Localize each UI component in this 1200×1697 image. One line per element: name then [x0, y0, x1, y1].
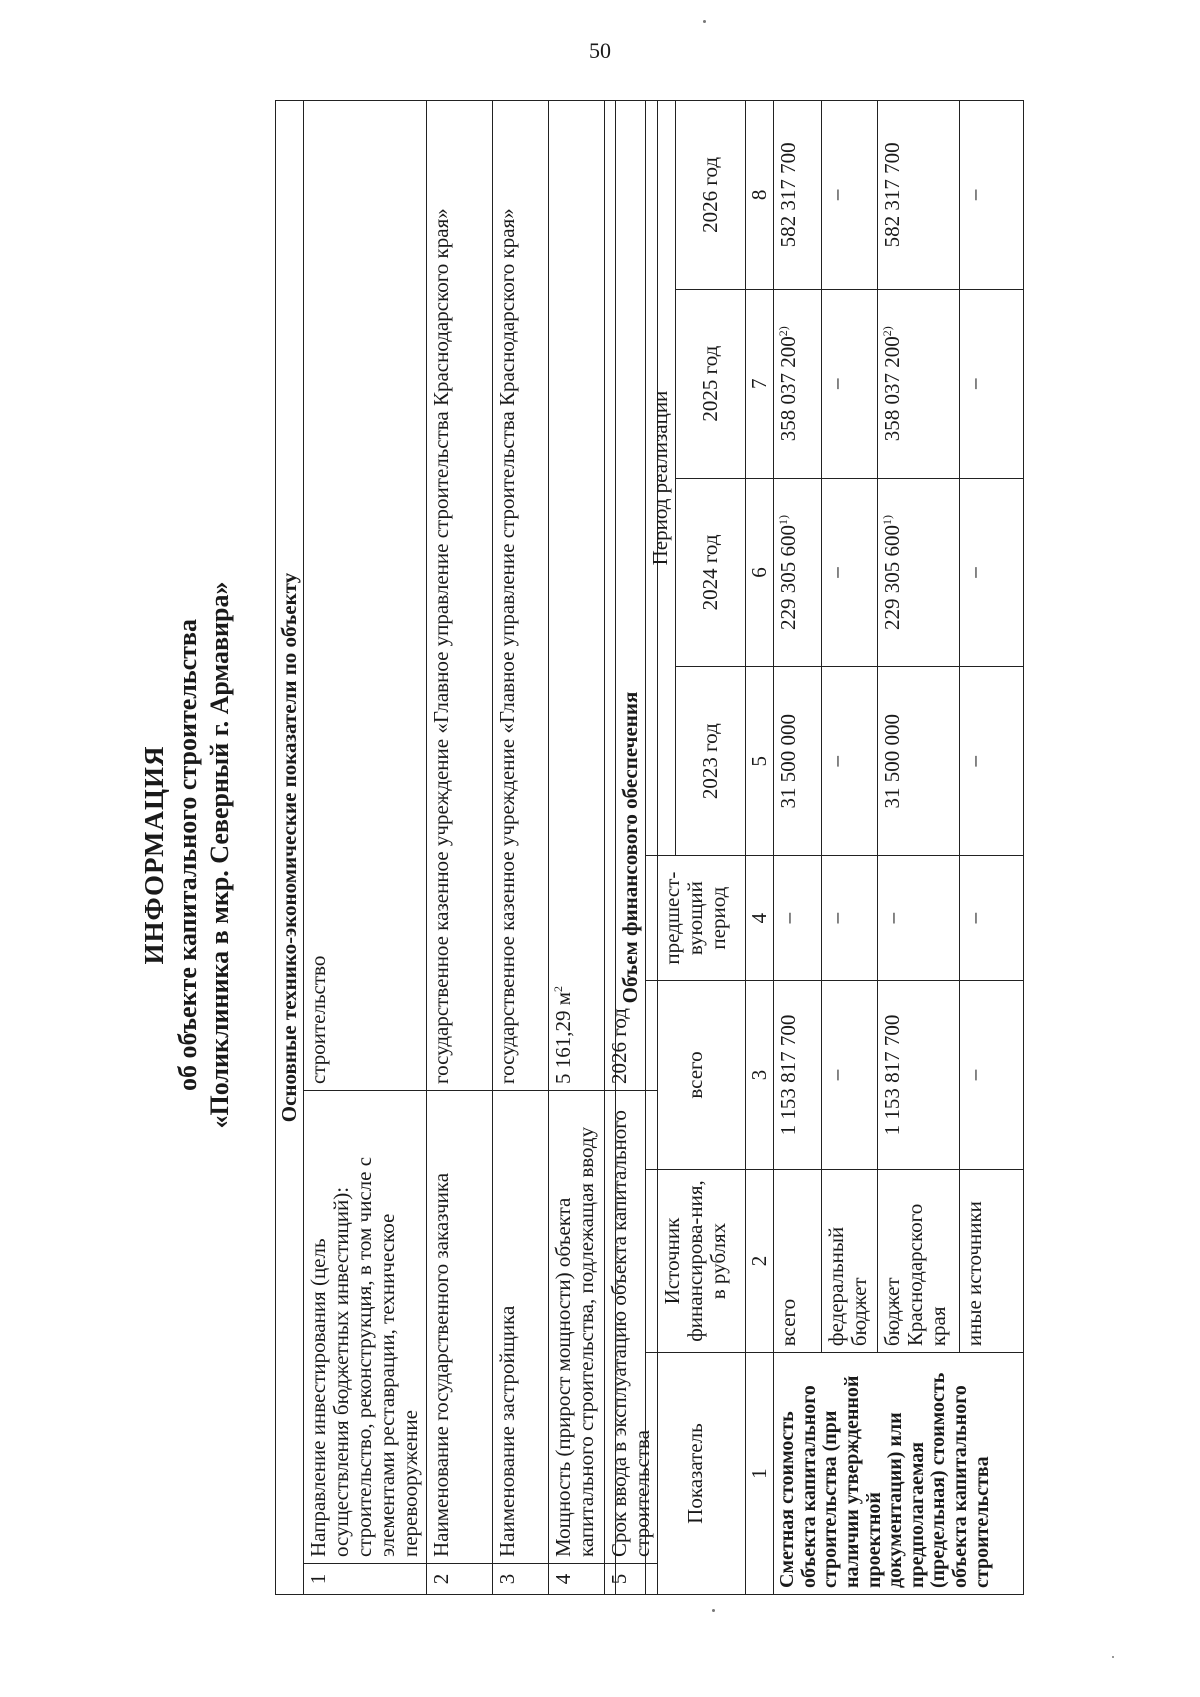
amount: 358 037 200: [880, 336, 905, 442]
column-index: 5: [746, 667, 774, 856]
prior-cell: –: [822, 856, 878, 981]
total-cell: –: [960, 981, 1024, 1170]
year-2024-cell: [960, 478, 1024, 667]
row-value: государственное казенное учреждение «Главное управление строительства Краснодарского края»: [426, 101, 492, 1091]
year-2024-cell: [878, 478, 960, 667]
row-value: 2026 год: [604, 101, 657, 1091]
scan-speck: [712, 1609, 715, 1612]
year-header: 2024 год: [676, 478, 746, 667]
amount: –: [824, 378, 849, 389]
row-number: 4: [548, 1564, 604, 1595]
total-cell: –: [822, 981, 878, 1170]
amount: –: [962, 567, 987, 578]
column-index: 2: [746, 1169, 774, 1352]
amount: 229 305 600: [776, 524, 801, 630]
row-label: Направление инвестирования (цель осуществления бюджетных инвестиций): строительство, реконструкция, в том числе с элементами реставрации, техническое перевооружение: [304, 1091, 426, 1564]
table-row: [426, 101, 492, 1595]
col-total-header: всего: [646, 981, 746, 1170]
row-number: 1: [304, 1564, 426, 1595]
amount: 358 037 200: [776, 336, 801, 442]
amount: –: [962, 378, 987, 389]
financing-header: Объем финансового обеспечения: [616, 101, 646, 1595]
source-cell: всего: [774, 1169, 822, 1352]
total-cell: 1 153 817 700: [774, 981, 822, 1170]
year-header: 2023 год: [676, 667, 746, 856]
col-prior-header: предшест-вующий период: [646, 856, 746, 981]
footnote-marker: 1): [880, 514, 895, 525]
year-header: 2025 год: [676, 289, 746, 478]
column-index: 1: [746, 1353, 774, 1595]
year-2023-cell: 31 500 000: [878, 667, 960, 856]
indicators-table: [275, 100, 658, 1595]
year-2026-cell: 582 317 700: [774, 101, 822, 290]
row-label: Мощность (прирост мощности) объекта капитального строительства, подлежащая вводу: [548, 1091, 604, 1564]
column-index-row: [746, 101, 774, 1595]
total-cell: 1 153 817 700: [878, 981, 960, 1170]
year-2026-cell: –: [822, 101, 878, 290]
table-row: [774, 101, 822, 1595]
col-source-header: Источник финансирова-ния, в рублях: [646, 1169, 746, 1352]
year-2023-cell: 31 500 000: [774, 667, 822, 856]
scan-speck: [1112, 1656, 1114, 1658]
year-2026-cell: –: [960, 101, 1024, 290]
year-2026-cell: 582 317 700: [878, 101, 960, 290]
title-line-3: «Поликлиника в мкр. Северный г. Армавира»: [205, 581, 235, 1129]
source-cell: иные источники: [960, 1169, 1024, 1352]
year-2025-cell: [822, 289, 878, 478]
year-2024-cell: [774, 478, 822, 667]
year-2023-cell: –: [960, 667, 1024, 856]
prior-cell: –: [774, 856, 822, 981]
footnote-marker: 2): [880, 326, 895, 337]
prior-cell: –: [878, 856, 960, 981]
column-index: 4: [746, 856, 774, 981]
column-index: 8: [746, 101, 774, 290]
year-2025-cell: [878, 289, 960, 478]
col-period-header: Период реализации: [646, 101, 676, 856]
year-2023-cell: –: [822, 667, 878, 856]
row-value: государственное казенное учреждение «Главное управление строительства Краснодарского края»: [492, 101, 548, 1091]
row-number: 2: [426, 1564, 492, 1595]
table-row: [304, 101, 426, 1595]
year-2025-cell: [774, 289, 822, 478]
column-index: 7: [746, 289, 774, 478]
year-2024-cell: [822, 478, 878, 667]
source-cell: федеральный бюджет: [822, 1169, 878, 1352]
unit-superscript: 2: [550, 985, 565, 992]
document-title: [138, 105, 237, 1605]
row-label: Срок ввода в эксплуатацию объекта капитального строительства: [604, 1091, 657, 1564]
financing-table: [615, 100, 1024, 1595]
indicators-header: Основные технико-экономические показатели по объекту: [276, 101, 304, 1595]
capacity-value: 5 161,29 м: [550, 991, 575, 1084]
footnote-marker: 1): [776, 514, 791, 525]
column-index: 6: [746, 478, 774, 667]
row-number: 5: [604, 1564, 657, 1595]
page-number: 50: [589, 38, 611, 63]
table-row: [492, 101, 548, 1595]
row-label: Наименование застройщика: [492, 1091, 548, 1564]
title-line-1: ИНФОРМАЦИЯ: [139, 745, 169, 965]
row-value: строительство: [304, 101, 426, 1091]
row-value: [548, 101, 604, 1091]
col-indicator-header: Показатель: [646, 1353, 746, 1595]
footnote-marker: 2): [776, 326, 791, 337]
scan-speck: [703, 20, 706, 23]
title-line-2: об объекте капитального строительства: [172, 619, 202, 1091]
year-header: 2026 год: [676, 101, 746, 290]
source-cell: бюджет Краснодарского края: [878, 1169, 960, 1352]
table-row: [548, 101, 604, 1595]
amount: 229 305 600: [880, 524, 905, 630]
row-label: Наименование государственного заказчика: [426, 1091, 492, 1564]
year-2025-cell: [960, 289, 1024, 478]
rotated-document: [120, 85, 1080, 1605]
amount: –: [824, 567, 849, 578]
indicator-cell: Сметная стоимость объекта капитального строительства (при наличии утвержденной проектной документации) или предполагаемая (предельная) стоимость объекта капитального строительства: [774, 1353, 1024, 1595]
column-index: 3: [746, 981, 774, 1170]
prior-cell: –: [960, 856, 1024, 981]
row-number: 3: [492, 1564, 548, 1595]
